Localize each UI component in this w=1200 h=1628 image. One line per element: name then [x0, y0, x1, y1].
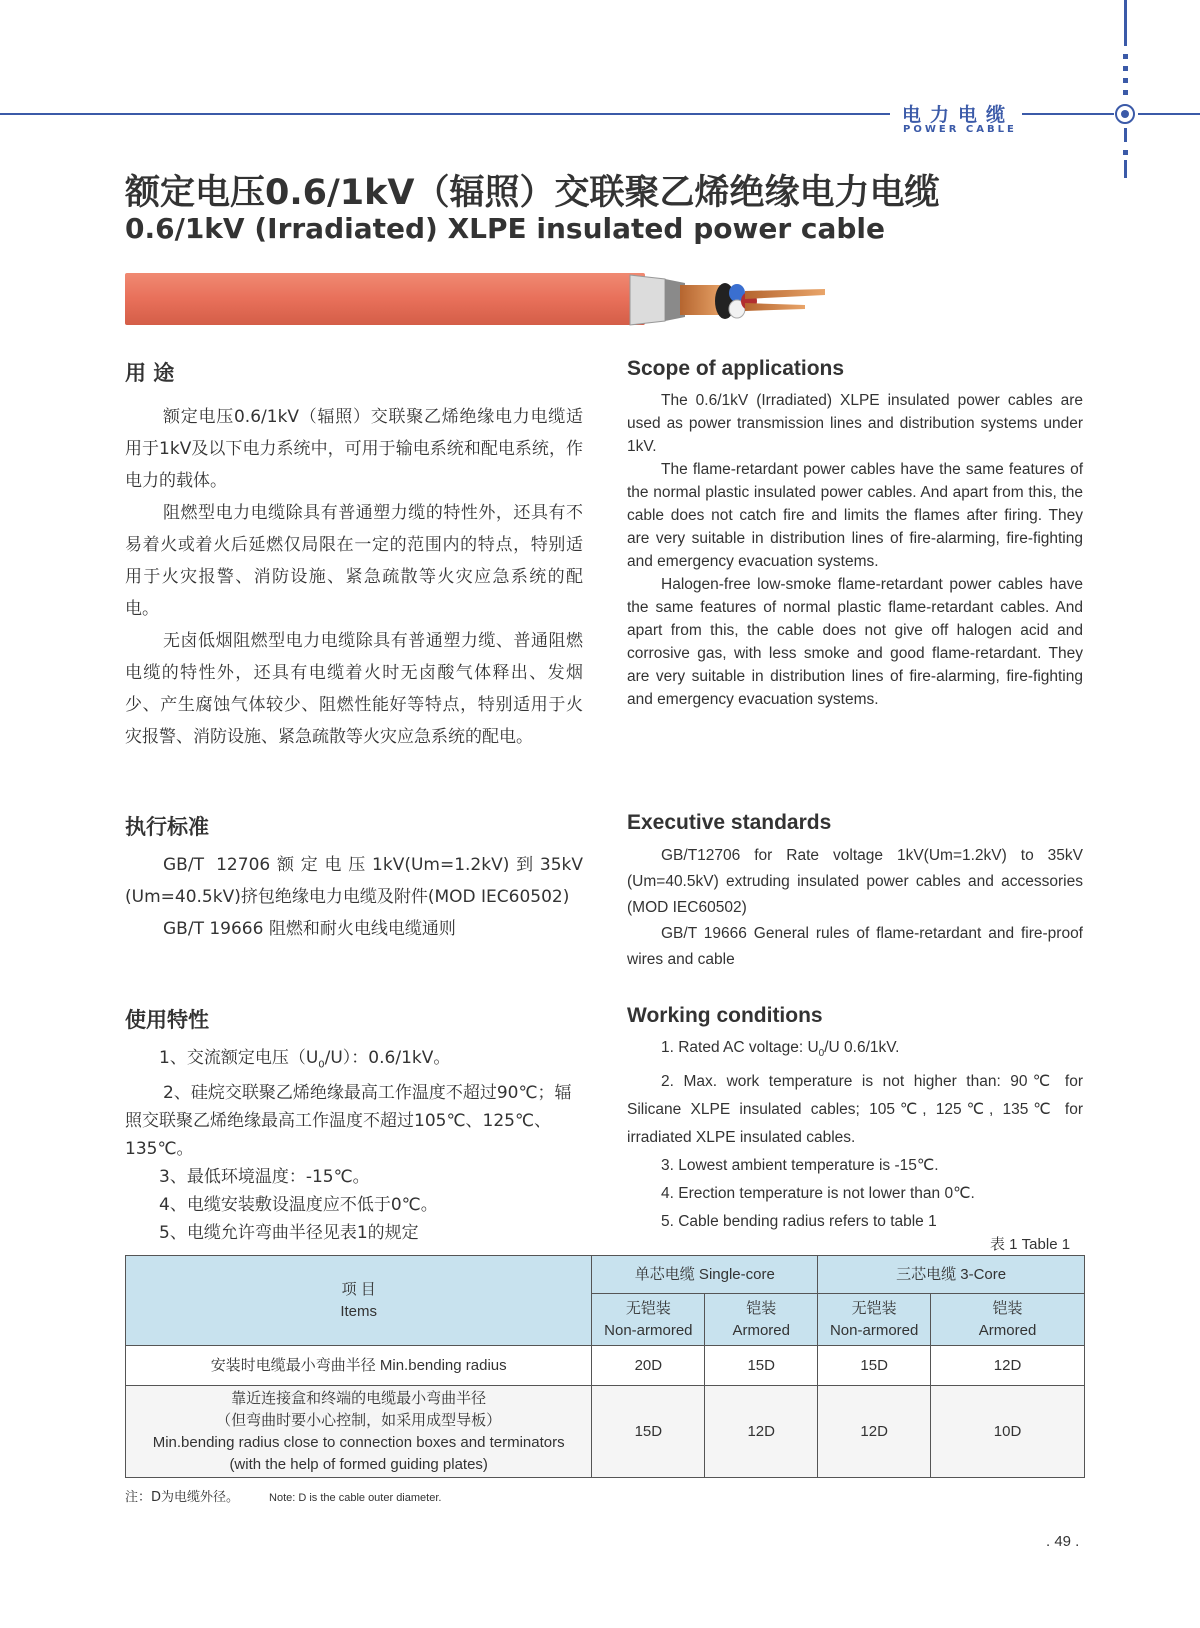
applications-en: [627, 357, 1083, 711]
section-heading: Scope of applications: [627, 357, 845, 380]
condition-item: 1、交流额定电压$(U_0/U)$：0.6/1kV。: [159, 1048, 451, 1071]
condition-item: 2. Max. work temperature is not higher than: 90℃ for Silicane XLPE insulated cables; 105℃, 125℃, 135℃ for irradiated XLPE insulated cables.: [627, 1073, 1083, 1147]
section-heading: 用 途: [125, 361, 175, 385]
section-heading: Executive standards: [627, 811, 832, 834]
header-rule-left: [0, 113, 890, 115]
section-heading: 执行标准: [125, 815, 209, 839]
header-cell-armored: 铠装 Armored: [705, 1294, 818, 1346]
paragraph: GB/T 19666 阻燃和耐火电线电缆通则: [163, 919, 456, 939]
table-cell: 20D: [592, 1346, 705, 1386]
page-number: . 49 .: [1046, 1533, 1080, 1550]
paragraph: 额定电压0.6/1kV（辐照）交联聚乙烯绝缘电力电缆适用于1kV及以下电力系统中，可用于输电系统和配电系统，作电力的载体。: [125, 407, 583, 491]
table-caption: 表 1 Table 1: [990, 1236, 1071, 1253]
header-vertical-rule: [1124, 160, 1127, 178]
target-icon: [1115, 104, 1135, 124]
header-cell-non-armored: 无铠装 Non-armored: [818, 1294, 931, 1346]
conditions-en: [627, 1004, 1083, 1236]
section-heading: Working conditions: [627, 1004, 823, 1027]
header-dot: [1123, 66, 1128, 71]
paragraph: GB/T 12706额定电压1kV(Um=1.2kV)到35kV (Um=40.5kV)挤包绝缘电力电缆及附件(MOD IEC60502): [125, 855, 583, 907]
table-row: [126, 1386, 1085, 1478]
section-heading: 使用特性: [125, 1008, 209, 1032]
header-vertical-rule: [1124, 128, 1127, 142]
header-vertical-rule: [1124, 0, 1127, 46]
header-rule-right: [1138, 113, 1200, 115]
paragraph: 无卤低烟阻燃型电力电缆除具有普通塑力缆、普通阻燃电缆的特性外，还具有电缆着火时无卤酸气体释出、发烟少、产生腐蚀气体较少、阻燃性能好等特点，特别适用于火灾报警、消防设施、紧急疏散等火灾应急系统的配电。: [125, 631, 583, 747]
standards-cn: [125, 811, 583, 945]
paragraph: The flame-retardant power cables have the same features of the normal plastic insulated power cables. And apart from this, the cable does not catch fire and limits the flames after firing. They are very suitable in distribution lines of fire-alarming, fire-fighting and emergency evacuation systems.: [627, 461, 1083, 570]
page-title-en: 0.6/1kV (Irradiated) XLPE insulated power cable: [125, 212, 886, 245]
header-cell-single-core: 单芯电缆 Single-core: [592, 1256, 818, 1294]
header-dot: [1123, 90, 1128, 95]
category-en: POWER CABLE: [903, 124, 1017, 135]
header-cell-non-armored: 无铠装 Non-armored: [592, 1294, 705, 1346]
paragraph: GB/T 19666 General rules of flame-retardant and fire-proof wires and cable: [627, 925, 1083, 968]
standards-en: [627, 811, 1083, 973]
condition-item: 4、电缆安装敷设温度应不低于0℃。: [159, 1195, 438, 1216]
header-dot: [1123, 150, 1128, 155]
condition-item: 1. Rated AC voltage: $U_0/U$ 0.6/1kV.: [661, 1039, 900, 1060]
table-note: 注：D为电缆外径。 Note: D is the cable outer diameter.: [125, 1490, 442, 1505]
paragraph: GB/T12706 for Rate voltage 1kV(Um=1.2kV) to 35kV (Um=40.5kV) extruding insulated power cables and accessories (MOD IEC60502): [627, 847, 1083, 916]
applications-cn: [125, 357, 583, 753]
header-dot: [1123, 78, 1128, 83]
condition-item: 5、电缆允许弯曲半径见表1的规定: [159, 1223, 419, 1244]
table-cell: 12D: [705, 1386, 818, 1478]
table-row: [126, 1346, 1085, 1386]
table-cell: 15D: [705, 1346, 818, 1386]
table-cell: 15D: [818, 1346, 931, 1386]
cable-illustration: [125, 271, 825, 331]
bending-radius-table: [125, 1255, 1085, 1478]
header-rule-mid: [1022, 113, 1114, 115]
condition-item: 3. Lowest ambient temperature is -15℃.: [661, 1157, 939, 1175]
table-cell: 10D: [931, 1386, 1085, 1478]
condition-item: 2、硅烷交联聚乙烯绝缘最高工作温度不超过90℃；辐照交联聚乙烯绝缘最高工作温度不超过105℃、125℃、135℃。: [125, 1083, 572, 1160]
table-cell: 12D: [818, 1386, 931, 1478]
row-label: 靠近连接盒和终端的电缆最小弯曲半径 （但弯曲时要小心控制，如采用成型导板） Min.bending radius close to connection boxes and terminators (with the help of formed guiding plates): [126, 1386, 592, 1478]
header-cell-items: 项 目 Items: [126, 1256, 592, 1346]
category-cn: 电力电缆: [902, 104, 1015, 126]
header-cell-three-core: 三芯电缆 3-Core: [818, 1256, 1085, 1294]
paragraph: Halogen-free low-smoke flame-retardant power cables have the same features of normal plastic flame-retardant cables. And apart from this, the cable does not give off halogen acid and corrosive gas, with less smoke and good flame-retardant. They are very suitable in distribution lines of fire-alarming, fire-fighting and emergency evacuation systems.: [627, 576, 1083, 708]
condition-item: 3、最低环境温度：-15℃。: [159, 1167, 370, 1188]
page-title-cn: 额定电压0.6/1kV（辐照）交联聚乙烯绝缘电力电缆: [125, 173, 940, 213]
paragraph: 阻燃型电力电缆除具有普通塑力缆的特性外，还具有不易着火或着火后延燃仅局限在一定的范围内的特点，特别适用于火灾报警、消防设施、紧急疏散等火灾应急系统的配电。: [125, 503, 583, 619]
row-label: 安装时电缆最小弯曲半径 Min.bending radius: [126, 1346, 592, 1386]
table-cell: 12D: [931, 1346, 1085, 1386]
header-dot: [1123, 54, 1128, 59]
condition-item: 5. Cable bending radius refers to table 1: [661, 1213, 937, 1231]
paragraph: The 0.6/1kV (Irradiated) XLPE insulated power cables are used as power transmission lines and distribution systems under 1kV.: [627, 392, 1083, 455]
header-cell-armored: 铠装 Armored: [931, 1294, 1085, 1346]
table-cell: 15D: [592, 1386, 705, 1478]
condition-item: 4. Erection temperature is not lower than 0℃.: [661, 1185, 975, 1203]
conditions-cn: [125, 1004, 583, 1247]
